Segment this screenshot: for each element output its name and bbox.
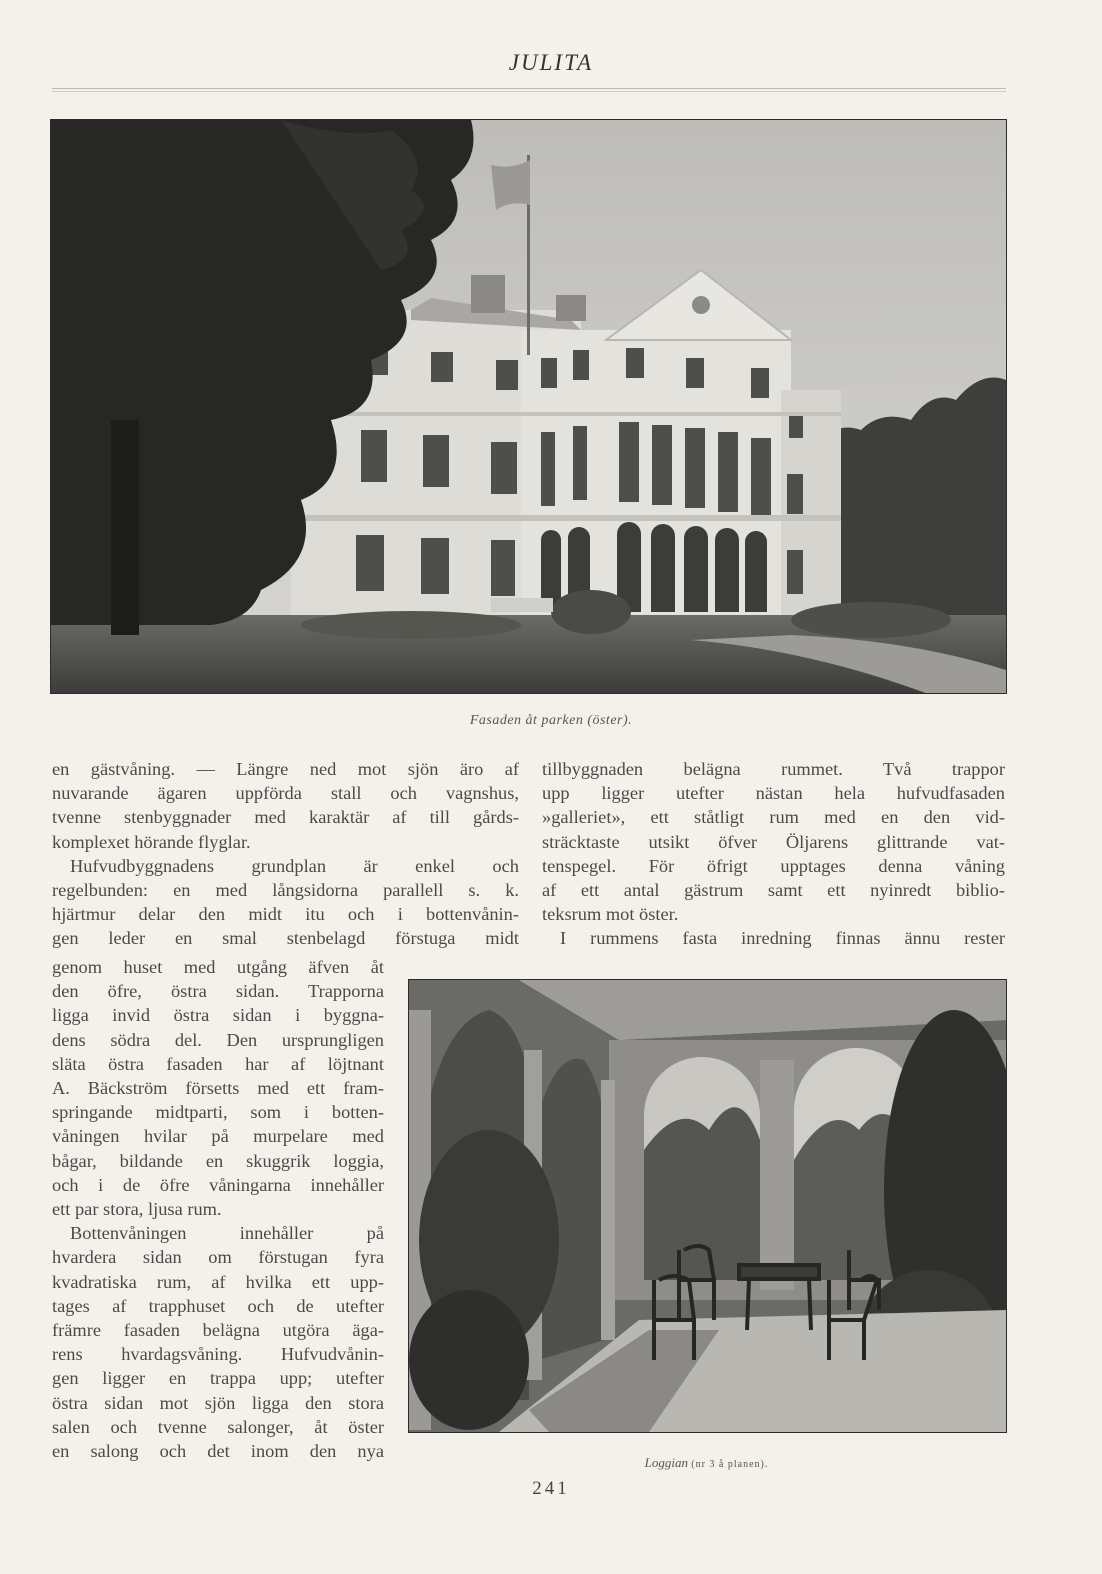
text-line: en salong och det inom den nya: [52, 1441, 384, 1462]
text-line: gen leder en smal stenbelagd förstuga midt: [52, 928, 519, 949]
text-column-left-top: [52, 757, 519, 951]
text-line: Bottenvåningen innehåller på: [70, 1223, 384, 1244]
photo-loggia-illustration: [409, 980, 1006, 1432]
caption-east-facade: Fasaden åt parken (öster).: [469, 713, 633, 728]
text-line: gen ligger en trappa upp; utefter: [52, 1368, 384, 1389]
text-line: tages af trapphuset och de utefter: [52, 1295, 384, 1316]
photo-east-facade-illustration: [51, 120, 1006, 693]
text-line: sträcktaste utsikt öfver Öljarens glittrande vat-: [542, 831, 1005, 852]
text-column-left-narrow: [52, 955, 384, 1463]
text-line: teksrum mot öster.: [542, 904, 679, 925]
text-line: främre fasaden belägna utgöra äga-: [52, 1320, 384, 1341]
text-line: I rummens fasta inredning finnas ännu rester: [560, 928, 1005, 949]
text-line: kvadratiska rum, af hvilka ett upp-: [52, 1271, 384, 1292]
text-line: östra sidan mot sjön ligga den stora: [52, 1392, 384, 1413]
text-line: regelbunden: en med långsidorna parallell s. k.: [52, 880, 519, 901]
text-line: Hufvudbyggnadens grundplan är enkel och: [70, 855, 519, 876]
text-line: ligga invid östra sidan i byggna-: [52, 1005, 384, 1026]
text-line: A. Bäckström försetts med ett fram-: [52, 1078, 384, 1099]
text-line: upp ligger utefter nästan hela hufvudfasaden: [542, 783, 1005, 804]
text-line: salen och tvenne salonger, åt öster: [52, 1416, 384, 1437]
photo-east-facade: [50, 119, 1007, 694]
text-line: af ett antal gästrum samt ett nyinredt biblio-: [542, 880, 1005, 901]
photo-loggia: [408, 979, 1007, 1433]
text-line: bågar, bildande en skuggrik loggia,: [52, 1150, 384, 1171]
header-rule: [52, 88, 1006, 92]
text-line: genom huset med utgång äfven åt: [52, 957, 384, 977]
text-line: en gästvåning. — Längre ned mot sjön äro af: [52, 759, 519, 779]
text-line: dens södra del. Den ursprungligen: [52, 1029, 384, 1050]
text-line: den öfre, östra sidan. Trapporna: [52, 981, 384, 1002]
running-title: JULITA: [508, 50, 594, 75]
text-line: komplexet hörande flyglar.: [52, 831, 251, 852]
text-line: släta östra fasaden har af löjtnant: [52, 1053, 384, 1074]
text-line: tillbyggnaden belägna rummet. Två trappor: [542, 759, 1005, 779]
text-line: nuvarande ägaren uppförda stall och vagnshus,: [52, 783, 519, 804]
text-line: »galleriet», ett ståtligt rum med en den vid-: [542, 807, 1005, 828]
caption-loggia-note: (nr 3 å planen).: [691, 1459, 769, 1470]
text-line: rens hvardagsvåning. Hufvudvånin-: [52, 1344, 384, 1365]
text-line: våningen hvilar på murpelare med: [52, 1126, 384, 1147]
text-column-right-top: [542, 757, 1005, 951]
caption-loggia: [408, 1455, 1005, 1471]
text-line: ett par stora, ljusa rum.: [52, 1199, 222, 1220]
page-number: 241: [532, 1478, 570, 1499]
text-line: tenspegel. För öfrigt upptages denna våning: [542, 855, 1005, 876]
text-line: tvenne stenbyggnader med karaktär af till gårds-: [52, 807, 519, 828]
caption-loggia-title: Loggian: [644, 1455, 688, 1470]
text-line: hjärtmur delar den midt itu och i bottenvånin-: [52, 904, 519, 925]
text-line: och i de öfre våningarna innehåller: [52, 1174, 384, 1195]
text-line: hvardera sidan om förstugan fyra: [52, 1247, 384, 1268]
text-line: springande midtparti, som i botten-: [52, 1102, 384, 1123]
